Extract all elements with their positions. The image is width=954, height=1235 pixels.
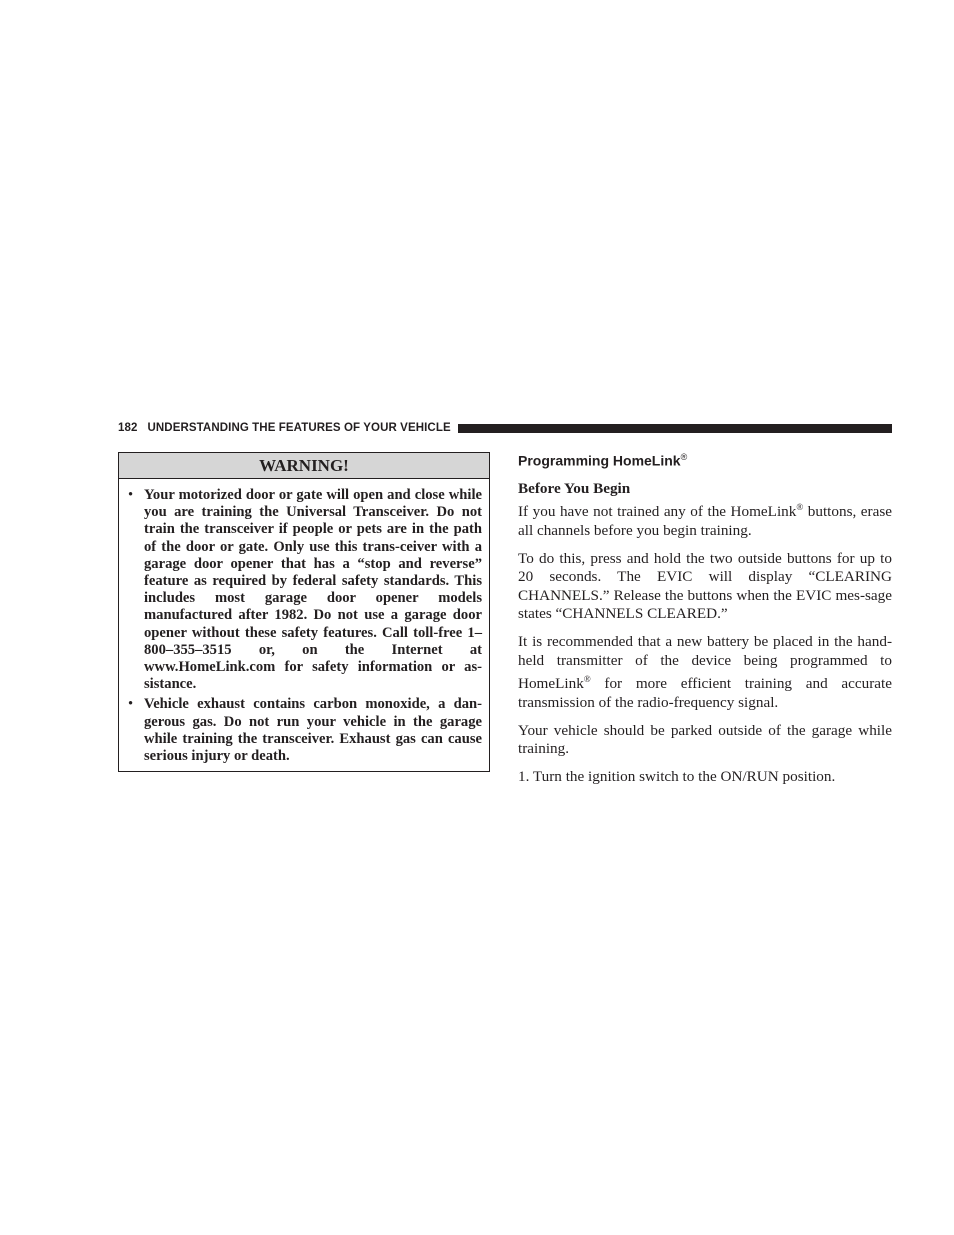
paragraph: To do this, press and hold the two outside buttons for up to 20 seconds. The EVIC will display “CLEARING CHANNELS.” Release the buttons when the EVIC mes-sage states “CHANNELS CLEARED.” bbox=[518, 549, 892, 623]
header-rule bbox=[458, 424, 892, 433]
warning-item-text: Your motorized door or gate will open and close while you are training the Universal Transceiver. Do not train the transceiver if people or pets are in the path of the door or gate. Only use this trans-ceiver with a garage door opener that has a “stop and reverse” feature as required by federal safety standards. This includes most garage door opener models manufactured after 1982. Do not use a garage door opener without these safety features. Call toll-free 1–800–355–3515 or, on the Internet at www.HomeLink.com for safety information or as-sistance. bbox=[144, 487, 482, 693]
bullet-icon: • bbox=[128, 696, 134, 713]
step-1: 1. Turn the ignition switch to the ON/RUN position. bbox=[518, 768, 836, 786]
paragraph: Your vehicle should be parked outside of the garage while training. bbox=[518, 721, 892, 758]
section-title-text: Programming HomeLink bbox=[518, 452, 681, 469]
warning-list bbox=[119, 479, 489, 765]
paragraph-text: for more efficient training and accurate transmission of the radio-frequency signal. bbox=[518, 675, 892, 711]
running-header bbox=[118, 420, 892, 436]
warning-item-text: Vehicle exhaust contains carbon monoxide, a dan-gerous gas. Do not run your vehicle in the garage while training the transceiver. Exhaust gas can cause serious injury or death. bbox=[144, 696, 482, 765]
subheading: Before You Begin bbox=[518, 479, 631, 497]
bullet-icon: • bbox=[128, 487, 134, 503]
warning-item bbox=[127, 487, 482, 693]
registered-mark: ® bbox=[583, 674, 591, 685]
warning-title: WARNING! bbox=[119, 453, 489, 479]
paragraph bbox=[518, 633, 892, 712]
main-column bbox=[518, 446, 892, 787]
registered-mark: ® bbox=[680, 452, 688, 462]
page-number: 182 bbox=[118, 422, 138, 434]
warning-item bbox=[127, 696, 482, 765]
registered-mark: ® bbox=[796, 502, 804, 513]
paragraph bbox=[518, 498, 892, 540]
paragraph-text: It is recommended that a new battery be placed in the hand-held transmitter of the device being programmed to HomeLink bbox=[518, 633, 892, 693]
warning-box bbox=[118, 452, 490, 772]
section-title bbox=[518, 446, 892, 472]
paragraph-text: buttons, erase all channels before you begin training. bbox=[518, 503, 893, 539]
chapter-title: UNDERSTANDING THE FEATURES OF YOUR VEHICLE bbox=[147, 422, 451, 434]
paragraph-text: If you have not trained any of the HomeLink bbox=[518, 503, 797, 521]
